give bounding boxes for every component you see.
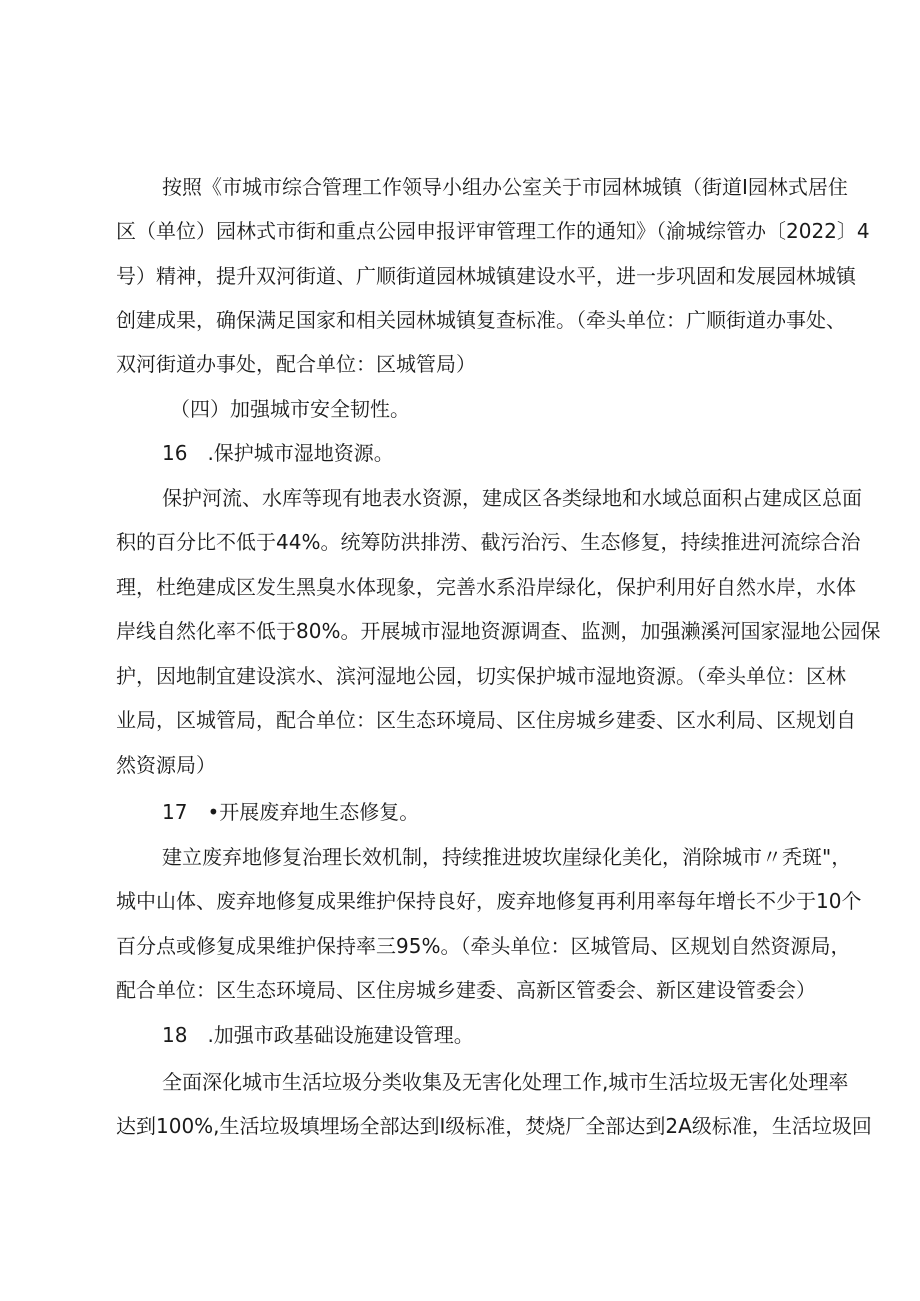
text-line: 按照《市城市综合管理工作领导小组办公室关于市园林城镇（街道I园林式居住 — [162, 175, 848, 199]
text-line: 双河街道办事处，配合单位：区城管局） — [116, 352, 476, 376]
text-line: 护，因地制宜建设滨水、滨河湿地公园，切实保护城市湿地资源。（牵头单位：区林 — [116, 664, 846, 688]
text-line: 全面深化城市生活垃圾分类收集及无害化处理工作,城市生活垃圾无害化处理率 — [162, 1070, 849, 1094]
text-line: 号）精神，提升双河街道、广顺街道园林城镇建设水平，进一步巩固和发展园林城镇 — [116, 264, 856, 288]
text-line: 积的百分比不低于44%。统筹防洪排涝、截污治污、生态修复，持续推进河流综合治 — [116, 530, 861, 554]
text-line: 区（单位）园林式市街和重点公园申报评审管理工作的通知》（渝城综管办〔2022〕4 — [116, 219, 870, 243]
item-heading: 17 •开展废弃地生态修复。 — [162, 800, 420, 824]
text-line: 理，杜绝建成区发生黑臭水体现象，完善水系沿岸绿化，保护利用好自然水岸，水体 — [116, 575, 856, 599]
text-line: 建立废弃地修复治理长效机制，持续推进坡坎崖绿化美化，消除城市〃秃斑"， — [162, 845, 852, 869]
item-heading: 18 .加强市政基础设施建设管理。 — [162, 1023, 474, 1047]
text-line: 百分点或修复成果维护保持率三95%。（牵头单位：区城管局、区规划自然资源局， — [116, 934, 851, 958]
text-line: 业局，区城管局，配合单位：区生态环境局、区住房城乡建委、区水利局、区规划自 — [116, 708, 856, 732]
text-line: 配合单位：区生态环境局、区住房城乡建委、高新区管委会、新区建设管委会） — [116, 978, 816, 1002]
item-heading: 16 .保护城市湿地资源。 — [162, 441, 394, 465]
text-line: 创建成果，确保满足国家和相关园林城镇复查标准。（牵头单位：广顺街道办事处、 — [116, 308, 846, 332]
text-line: 达到100%,生活垃圾填埋场全部达到I级标准，焚烧厂全部达到2A级标准，生活垃圾回 — [116, 1114, 872, 1138]
section-heading: （四）加强城市安全韧性。 — [170, 397, 410, 421]
text-line: 然资源局） — [116, 753, 216, 777]
text-line: 保护河流、水库等现有地表水资源，建成区各类绿地和水域总面积占建成区总面 — [162, 486, 862, 510]
text-line: 城中山体、废弃地修复成果维护保持良好，废弃地修复再利用率每年增长不少于10个 — [116, 889, 862, 913]
text-line: 岸线自然化率不低于80%。开展城市湿地资源调查、监测，加强濑溪河国家湿地公园保 — [116, 619, 881, 643]
